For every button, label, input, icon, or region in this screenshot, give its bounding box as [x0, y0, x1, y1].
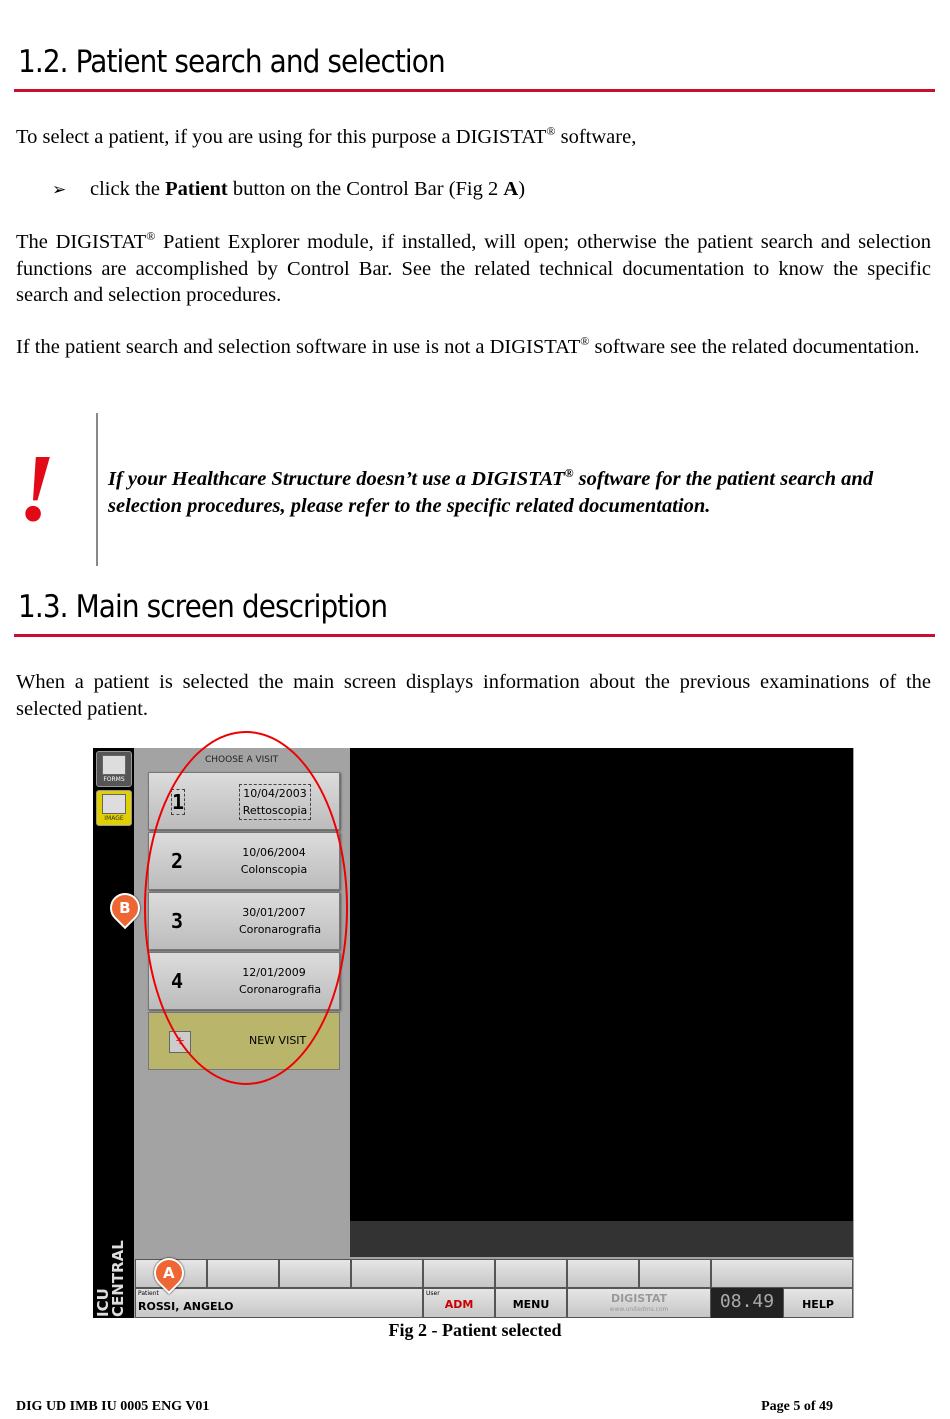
viewer-footer: [350, 1221, 853, 1257]
paragraph: The DIGISTAT® Patient Explorer module, if installed, will open; otherwise the patient search and selection functions are accomplished by Control Bar. See the related technical documentation to know the specific search and selection procedures.: [16, 229, 931, 306]
control-bar-slot[interactable]: [567, 1259, 639, 1288]
paragraph: When a patient is selected the main screen displays information about the previous examinations of the selected patient.: [16, 671, 931, 720]
icu-central-logo: ICU CENTRAL: [94, 1240, 127, 1317]
bullet-item: ➢ click the Patient button on the Control Bar (Fig 2 A): [52, 178, 526, 200]
footer-doc-id: DIG UD IMB IU 0005 ENG V01: [16, 1399, 210, 1414]
paragraph: If the patient search and selection software in use is not a DIGISTAT® software see the related documentation.: [16, 334, 920, 358]
patient-button[interactable]: Patient ROSSI, ANGELO: [135, 1288, 423, 1318]
visit-button[interactable]: 4 12/01/2009 Coronarografia: [148, 952, 340, 1010]
choose-visit-label: CHOOSE A VISIT: [205, 755, 279, 765]
digistat-logo: DIGISTAT www.unitedms.com: [567, 1288, 711, 1318]
control-bar-slot[interactable]: [351, 1259, 423, 1288]
visit-button[interactable]: 1 10/04/2003 Rettoscopia: [148, 772, 340, 830]
marker-b-icon: B: [104, 887, 146, 929]
warning-icon: !: [18, 434, 56, 541]
plus-icon: +: [169, 1031, 191, 1053]
help-button[interactable]: HELP: [783, 1288, 853, 1318]
new-visit-button[interactable]: + NEW VISIT: [148, 1012, 340, 1070]
control-bar-slot[interactable]: [423, 1259, 495, 1288]
warning-text: If your Healthcare Structure doesn’t use a DIGISTAT® software for the patient search and selection procedures, please refer to the specific related documentation.: [108, 466, 874, 517]
marker-a-icon: A: [148, 1252, 190, 1294]
control-bar-slot[interactable]: [495, 1259, 567, 1288]
forms-button[interactable]: FORMS: [96, 751, 132, 787]
image-viewer: [350, 748, 853, 1221]
clock-display: 08.49: [711, 1288, 783, 1318]
user-button[interactable]: User ADM: [423, 1288, 495, 1318]
figure-caption: Fig 2 - Patient selected: [388, 1320, 562, 1340]
highlight-ellipse: [144, 731, 348, 1085]
control-bar-slot[interactable]: [711, 1259, 853, 1288]
forms-icon: [102, 755, 126, 775]
control-bar-slot[interactable]: [639, 1259, 711, 1288]
footer-page-number: Page 5 of 49: [761, 1399, 833, 1414]
paragraph: To select a patient, if you are using for this purpose a DIGISTAT® software,: [16, 124, 637, 148]
visit-button[interactable]: 2 10/06/2004 Colonscopia: [148, 832, 340, 890]
section-heading-1-2: 1.2. Patient search and selection: [18, 44, 445, 80]
warning-divider: [96, 413, 98, 566]
heading-rule: [14, 89, 935, 92]
image-button[interactable]: IMAGE: [96, 790, 132, 826]
section-heading-1-3: 1.3. Main screen description: [18, 589, 388, 625]
menu-button[interactable]: MENU: [495, 1288, 567, 1318]
control-bar-slot[interactable]: [279, 1259, 351, 1288]
heading-rule: [14, 634, 935, 637]
control-bar-slot[interactable]: [207, 1259, 279, 1288]
camera-icon: [102, 794, 126, 814]
arrow-bullet-icon: ➢: [52, 180, 67, 200]
control-bar: [135, 1259, 853, 1318]
visit-button[interactable]: 3 30/01/2007 Coronarografia: [148, 892, 340, 950]
left-sidebar: [93, 748, 134, 1318]
